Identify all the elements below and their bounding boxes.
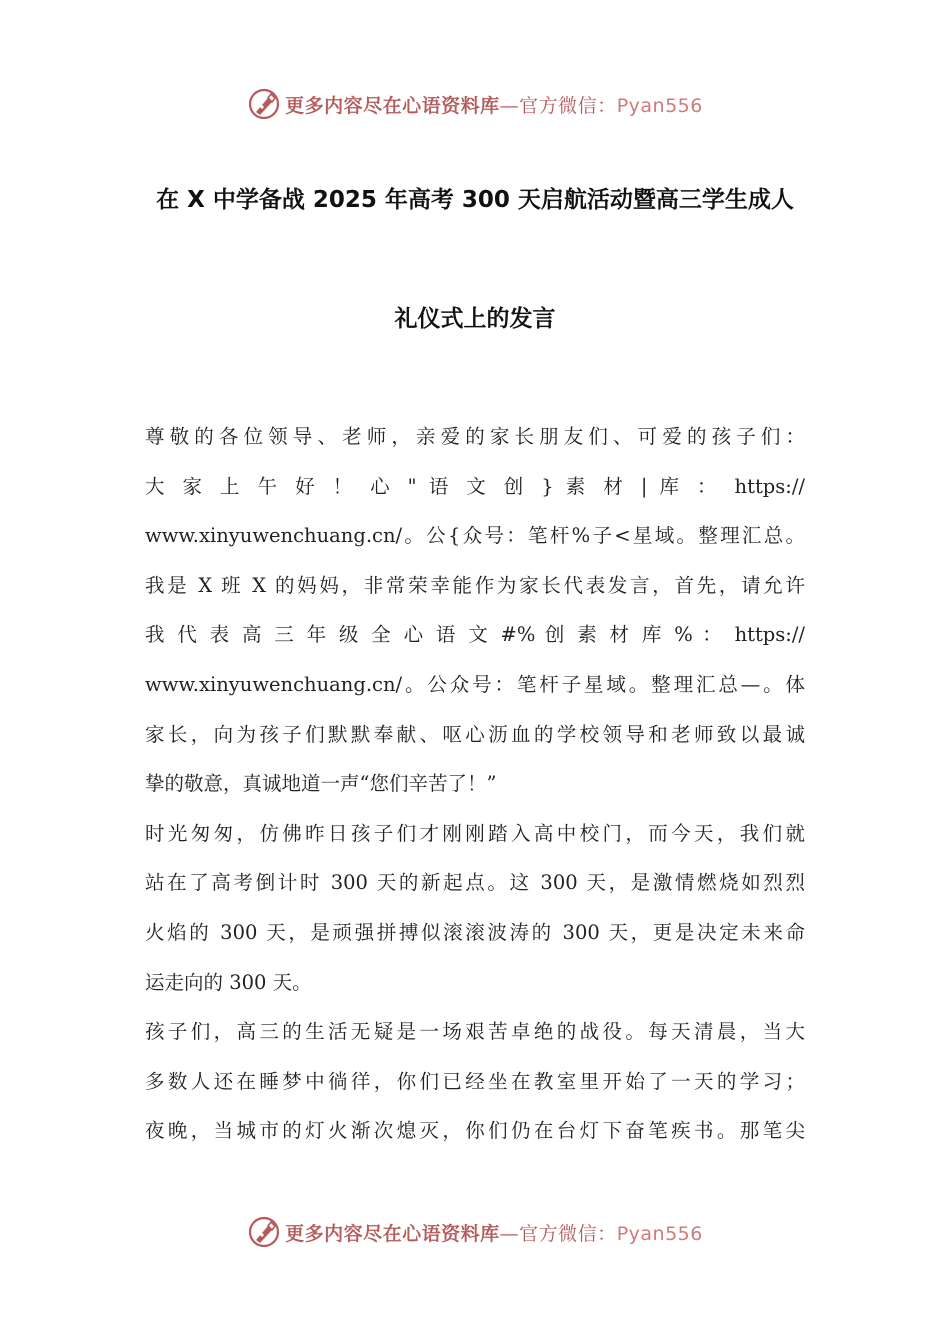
banner-brand: 更多内容尽在心语资料库 — [285, 1222, 500, 1245]
body-line: 时光匆匆，仿佛昨日孩子们才刚刚踏入高中校门，而今天，我们就 — [145, 821, 805, 845]
banner-wechat-id: Pyan556 — [616, 94, 703, 117]
pen-nib-logo-icon — [247, 1215, 281, 1249]
banner-label: 官方微信： — [519, 94, 617, 117]
body-line: 孩子们，高三的生活无疑是一场艰苦卓绝的战役。每天清晨，当大 — [145, 1020, 805, 1044]
body-line: 大 家 上 午 好 ！ 心 " 语 文 创 } 素 材 | 库 ： https:// — [145, 474, 805, 498]
body-line: 运走向的 300 天。 — [145, 970, 312, 994]
body-line: 火焰的 300 天，是顽强拼搏似滚滚波涛的 300 天，更是决定未来命 — [145, 920, 805, 944]
banner-label: 官方微信： — [519, 1222, 617, 1245]
body-line: 家长，向为孩子们默默奉献、呕心沥血的学校领导和老师致以最诚 — [145, 722, 805, 746]
document-title-line-1: 在 X 中学备战 2025 年高考 300 天启航活动暨高三学生成人 — [156, 187, 794, 213]
document-title-line-2: 礼仪式上的发言 — [394, 306, 556, 332]
body-line: www.xinyuwenchuang.cn/。公众号：笔杆子星域。整理汇总—。体 — [145, 672, 805, 696]
banner-dash: — — [499, 1222, 520, 1245]
banner-dash: — — [499, 94, 520, 117]
body-line: 夜晚，当城市的灯火渐次熄灭，你们仍在台灯下奋笔疾书。那笔尖 — [145, 1119, 805, 1143]
body-line: 站在了高考倒计时 300 天的新起点。这 300 天，是激情燃烧如烈烈 — [145, 871, 805, 895]
body-line: 我是 X 班 X 的妈妈，非常荣幸能作为家长代表发言，首先，请允许 — [145, 573, 805, 597]
body-line: 挚的敬意，真诚地道一声“您们辛苦了！” — [145, 772, 497, 796]
document-body — [145, 412, 805, 1156]
body-line: www.xinyuwenchuang.cn/。公{众号：笔杆%子<星域。整理汇总。 — [145, 524, 805, 548]
body-line: 我 代 表 高 三 年 级 全 心 语 文 #% 创 素 材 库 % ： https:// — [145, 623, 805, 647]
pen-nib-logo-icon — [247, 87, 281, 121]
header-banner — [0, 84, 950, 124]
banner-wechat-id: Pyan556 — [616, 1222, 703, 1245]
banner-brand: 更多内容尽在心语资料库 — [285, 94, 500, 117]
body-line: 尊敬的各位领导、老师，亲爱的家长朋友们、可爱的孩子们： — [145, 425, 805, 448]
footer-banner — [0, 1212, 950, 1252]
body-line: 多数人还在睡梦中徜徉，你们已经坐在教室里开始了一天的学习； — [145, 1069, 805, 1093]
